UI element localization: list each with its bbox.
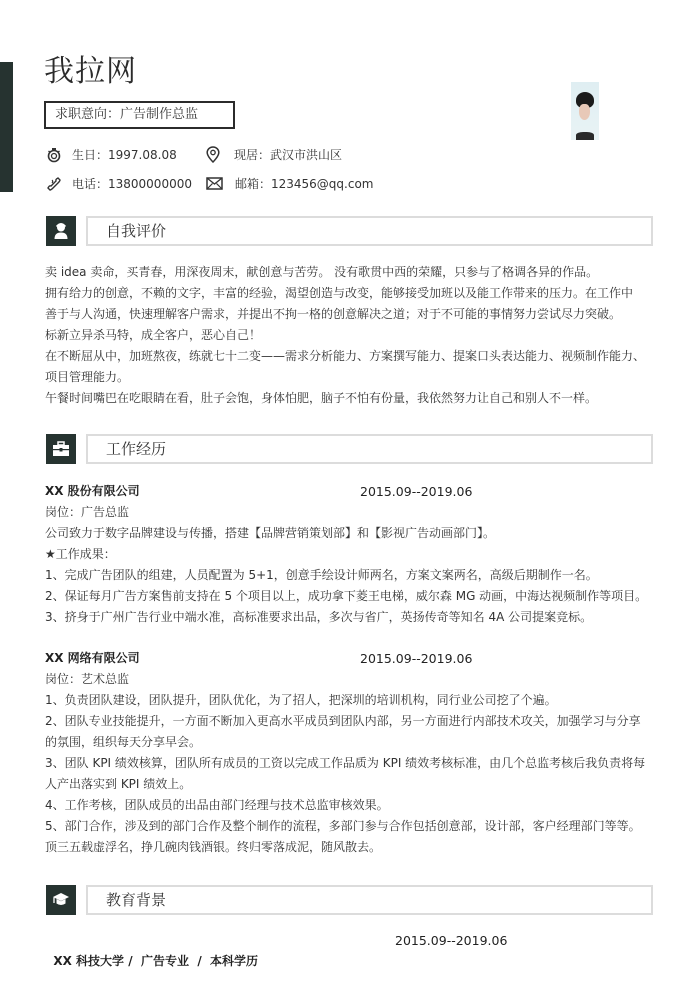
candidate-name: 我拉网 xyxy=(44,54,137,89)
self-eval-line: 项目管理能力。 xyxy=(45,370,130,384)
self-eval-line: 在不断屈从中，加班熬夜，练就七十二变——需求分析能力、方案撰写能力、提案口头表达能力、视频制作能力、 xyxy=(45,349,646,363)
job-line: 人产出落实到 KPI 绩效上。 xyxy=(45,777,192,791)
job-body xyxy=(45,502,657,628)
section-header-education xyxy=(46,885,653,915)
job-position: 岗位：艺术总监 xyxy=(45,672,130,686)
user-icon xyxy=(46,216,76,246)
briefcase-icon xyxy=(46,434,76,464)
job-line: 3、挤身于广州广告行业中端水准，高标准要求出品，多次与省广，英扬传奇等知名 4A 公司提案竞标。 xyxy=(45,610,593,624)
residence-text: 现居：武汉市洪山区 xyxy=(234,148,343,162)
stopwatch-icon xyxy=(46,147,62,163)
job-line: 2、保证每月广告方案售前支持在 5 个项目以上，成功拿下菱王电梯，威尔森 MG 动画，中海达视频制作等项目。 xyxy=(45,589,648,603)
job-intent: 求职意向：广告制作总监 xyxy=(44,101,235,129)
residence-info xyxy=(206,146,342,163)
section-header-work xyxy=(46,434,653,464)
job-body xyxy=(45,669,657,858)
job-line: 4、工作考核，团队成员的出品由部门经理与技术总监审核效果。 xyxy=(45,798,389,812)
company-name: XX 网络有限公司 xyxy=(45,651,140,665)
job-line: 2、团队专业技能提升，一方面不断加入更高水平成员到团队内部，另一方面进行内部技术攻关，加强学习与分享 xyxy=(45,714,641,728)
job-line: ★工作成果： xyxy=(45,547,116,561)
job-date: 2015.09--2019.06 xyxy=(360,651,473,666)
job-line: 5、部门合作，涉及到的部门合作及整个制作的流程，多部门参与合作包括创意部，设计部，客户经理部门等等。 xyxy=(45,819,641,833)
job-line: 的氛围，组织每天分享早会。 xyxy=(45,735,202,749)
job-line: 3、团队 KPI 绩效核算，团队所有成员的工资以完成工作品质为 KPI 绩效考核标准，由几个总监考核后我负责将每 xyxy=(45,756,646,770)
birthday-text: 生日：1997.08.08 xyxy=(72,148,177,162)
profile-photo xyxy=(571,82,599,140)
job-company xyxy=(45,481,657,502)
self-eval-line: 卖 idea 卖命，买青春，用深夜周末，献创意与苦劳。 没有歌贯中西的荣耀，只参与了格调各异的作品。 xyxy=(45,265,599,279)
graduation-cap-icon xyxy=(46,885,76,915)
accent-bar xyxy=(0,62,13,192)
job-line: 1、负责团队建设，团队提升，团队优化，为了招人，把深圳的培训机构，同行业公司挖了个遍。 xyxy=(45,693,557,707)
birthday-info xyxy=(46,146,177,163)
location-pin-icon xyxy=(206,146,220,163)
section-title-education: 教育背景 xyxy=(106,891,167,909)
phone-info xyxy=(46,175,192,192)
self-eval-line: 午餐时间嘴巴在吃眼睛在看，肚子会饱，身体怕肥，脑子不怕有份量，我依然努力让自己和别人不一样。 xyxy=(45,391,598,405)
email-info xyxy=(206,175,374,192)
section-header-self-eval xyxy=(46,216,653,246)
education-entry xyxy=(45,930,657,993)
self-eval-line: 拥有给力的创意，不赖的文字，丰富的经验，渴望创造与改变，能够接受加班以及能工作带来的压力。在工作中 xyxy=(45,286,634,300)
education-date: 2015.09--2019.06 xyxy=(395,933,508,948)
job-date: 2015.09--2019.06 xyxy=(360,484,473,499)
job-line: 公司致力于数字品牌建设与传播，搭建【品牌营销策划部】和【影视广告动画部门】。 xyxy=(45,526,496,540)
section-title-self-eval: 自我评价 xyxy=(106,222,167,240)
phone-icon xyxy=(46,176,62,192)
self-eval-line: 善于与人沟通，快速理解客户需求，并提出不拘一格的创意解决之道；对于不可能的事情努力尝试尽力突破。 xyxy=(45,307,622,321)
education-school: XX 科技大学 / 广告专业 / 本科学历 xyxy=(53,954,259,968)
phone-text: 电话：13800000000 xyxy=(72,177,192,191)
job-company xyxy=(45,648,657,669)
company-name: XX 股份有限公司 xyxy=(45,484,140,498)
email-text: 邮箱：123456@qq.com xyxy=(235,177,374,191)
section-title-work: 工作经历 xyxy=(106,440,167,458)
self-eval-line: 标新立异杀马特，成全客户，恶心自己！ xyxy=(45,328,262,342)
job-line: 顶三五载虚浮名，挣几碗肉钱酒银。终归零落成泥，随风散去。 xyxy=(45,840,382,854)
job-line: 1、完成广告团队的组建，人员配置为 5+1，创意手绘设计师两名，方案文案两名，高级后期制作一名。 xyxy=(45,568,598,582)
self-eval-body xyxy=(45,262,657,409)
job-position: 岗位：广告总监 xyxy=(45,505,130,519)
envelope-icon xyxy=(206,176,223,191)
